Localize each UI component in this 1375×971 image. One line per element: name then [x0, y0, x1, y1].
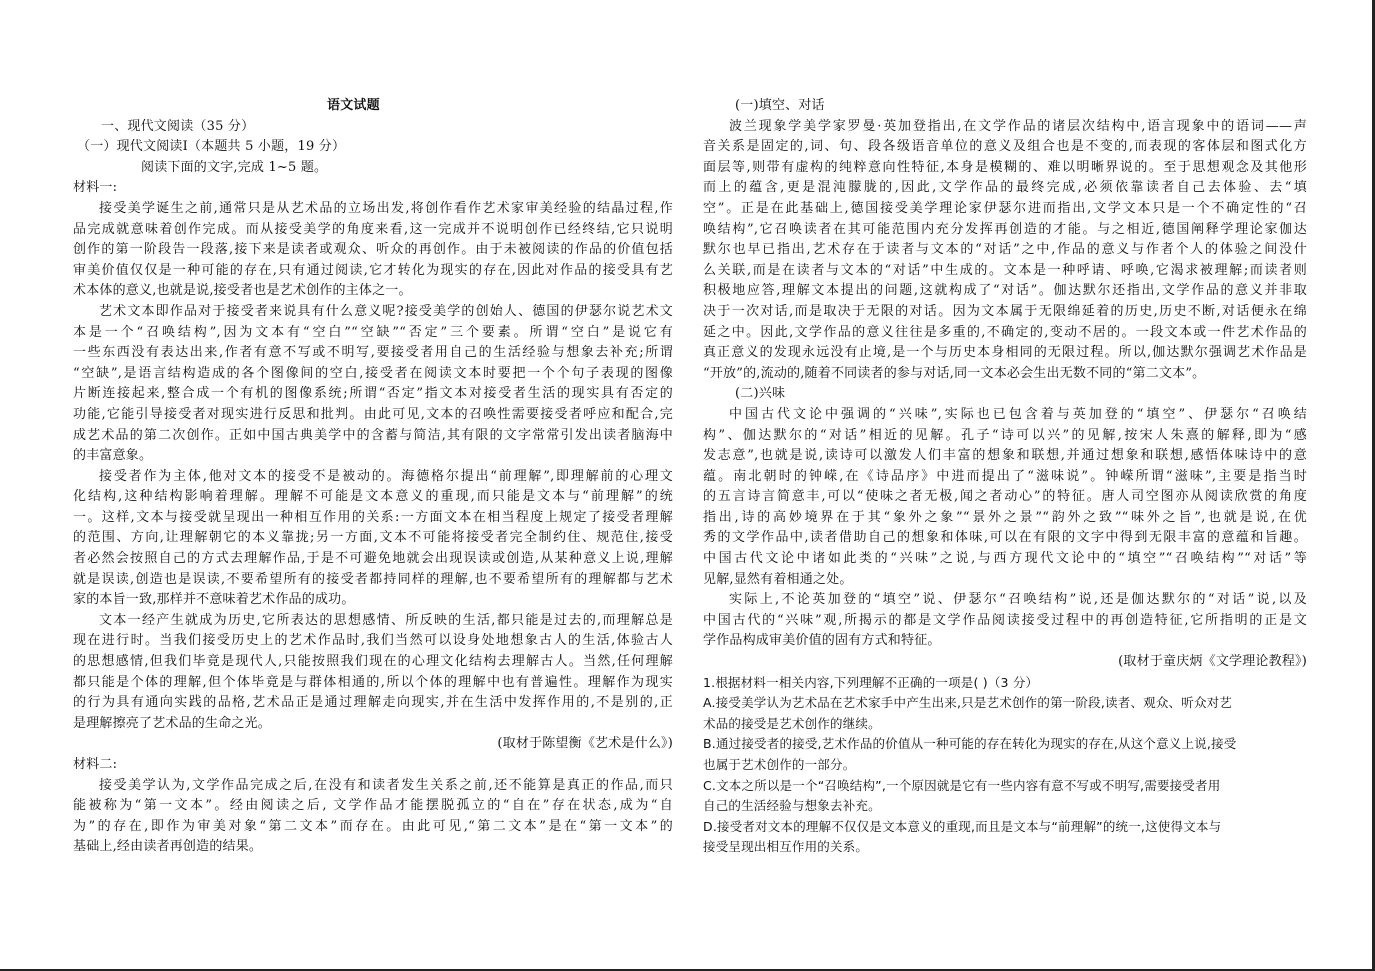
text-line: 的思想感情,但我们毕竟是现代人,只能按照我们现在的心理文化结构去理解古人。当然,任何理解 [73, 654, 673, 670]
material1-paragraph-1 [73, 199, 673, 302]
text-line: 中国古代文论中诸如此类的“兴味”之说,与西方现代文论中的“填空”“召唤结构”“对话”等 [703, 551, 1307, 567]
text-line: 本是一个“召唤结构”,因为文本有“空白”“空缺”“否定”三个要素。所谓“空白”是说它有 [73, 324, 673, 340]
page-title: 语文试题 [327, 98, 380, 113]
text-line: 片断连接起来,整合成一个有机的图像系统;所谓“否定”指文本对接受者生活的现实具有否定的 [73, 386, 673, 402]
subheading-fill-dialogue: (一)填空、对话 [735, 98, 825, 113]
text-line: 品完成就意味着创作完成。而从接受美学的角度来看,这一完成并不说明创作已经终结,它只说明 [73, 221, 673, 237]
question-1-option-b [703, 734, 1307, 775]
text-line: “开放”的,流动的,随着不同读者的参与对话,同一文本必会生出无数不同的“第二文本”。 [703, 365, 1206, 381]
text-line: 家的本旨一致,那样并不意味着艺术作品的成功。 [73, 592, 355, 608]
text-line: 功能,它能引导接受者对现实进行反思和批判。由此可见,文本的召唤性需要接受者呼应和配合,完 [73, 406, 673, 422]
text-line: 构”、伽达默尔的“对话”相近的见解。孔子“诗可以兴”的见解,按宋人朱熹的解释,即为“感 [703, 427, 1307, 443]
right-paragraph-3 [703, 590, 1307, 652]
text-line: 而上的蕴含,更是混沌朦胧的,因此,文学作品的最终完成,必须依靠读者自己去体验、去“填 [703, 180, 1307, 196]
text-line: 的五言诗言简意丰,可以“使味之者无极,闻之者动心”的特征。唐人司空图亦从阅读欣赏的角度 [703, 489, 1307, 505]
text-line: 么关联,而是在读者与文本的“对话”中生成的。文本是一种呼请、呼唤,它渴求被理解;而读者则 [703, 262, 1307, 278]
right-paragraph-2 [703, 405, 1307, 590]
material1-paragraph-3 [73, 467, 673, 611]
text-line: “空缺”,是语言结构造成的各个图像间的空白,接受者在阅读文本时要把一个个句子表现的图像 [73, 365, 673, 381]
text-line: 者必然会按照自己的方式去理解作品,于是不可避免地就会出现误读或创造,从某种意义上说,理解 [73, 551, 673, 567]
option-text-line: D.接受者对文本的理解不仅仅是文本意义的重现,而且是文本与“前理解”的统一,这使得文本与 [703, 818, 1222, 834]
text-line: 现在进行时。当我们接受历史上的艺术作品时,我们当然可以设身处地想象古人的生活,体验古人 [73, 633, 673, 649]
text-line: 学作品构成审美价值的固有方式和特征。 [703, 633, 941, 649]
text-line: 秀的文学作品中,读者借助自己的想象和体味,可以在有限的文字中得到无限丰富的意蕴和旨趣。 [703, 530, 1307, 546]
option-text-line: B.通过接受者的接受,艺术作品的价值从一种可能的存在转化为现实的存在,从这个意义上说,接受 [703, 736, 1237, 752]
left-column [73, 96, 673, 858]
right-paragraph-1 [703, 117, 1307, 385]
text-line: 化结构,这种结构影响着理解。理解不可能是文本意义的重现,而只能是文本与“前理解”的统 [73, 489, 673, 505]
text-line: 接受美学认为,文学作品完成之后,在没有和读者发生关系之前,还不能算是真正的作品,而只 [99, 777, 673, 793]
right-column [703, 96, 1307, 858]
source-citation-2: (取材于童庆炳《文学理论教程》) [1118, 654, 1307, 670]
option-text-line: C.文本之所以是一个“召唤结构”,一个原因就是它有一些内容有意不写或不明写,需要接受者用 [703, 777, 1221, 793]
text-line: 指出,诗的高妙境界在于其“象外之象”“景外之景”“韵外之致”“味外之旨”,也就是说,在优 [703, 509, 1307, 525]
question-1-option-c [703, 776, 1307, 817]
text-line: 实际上,不论英加登的“填空”说、伊瑟尔“召唤结构”说,还是伽达默尔的“对话”说,以及 [729, 592, 1307, 608]
option-text-line: 术品的接受是艺术创作的继续。 [703, 715, 881, 731]
text-line: 的行为具有通向实践的品格,艺术品正是通过理解走向现实,并在生活中发挥作用的,不是别的,正 [73, 695, 673, 711]
question-1-option-d [703, 817, 1307, 858]
text-line: 基础上,经由读者再创造的结果。 [73, 839, 263, 855]
text-line: 文本一经产生就成为历史,它所表达的思想感情、所反映的生活,都只能是过去的,而理解总是 [99, 612, 673, 628]
text-line: 艺术文本即作品对于接受者来说具有什么意义呢?接受美学的创始人、德国的伊瑟尔说艺术文 [99, 303, 673, 319]
material2-paragraph [73, 776, 673, 858]
material2-label: 材料二: [73, 757, 118, 772]
text-line: 审美价值仅仅是一种可能的存在,只有通过阅读,它才转化为现实的存在,因此对作品的接受具有艺 [73, 262, 673, 278]
instruction-text: 阅读下面的文字,完成 1~5 题。 [141, 159, 328, 175]
option-text-line: A.接受美学认为艺术品在艺术家手中产生出来,只是艺术创作的第一阶段,读者、观众、听众对艺 [703, 695, 1233, 711]
question-1-option-a [703, 693, 1307, 734]
text-line: 术本体的意义,也就是说,接受者也是艺术创作的主体之一。 [73, 283, 412, 299]
subheading-xingwei: (二)兴味 [735, 386, 786, 402]
option-text-line: 自己的生活经验与想象去补充。 [703, 798, 881, 814]
text-line: 一些东西没有表达出来,作者有意不写或不明写,要接受者用自己的生活经验与想象去补充;所谓 [73, 345, 673, 361]
text-line: 空”。正是在此基础上,德国接受美学理论家伊瑟尔进而指出,文学文本只是一个不确定性的“召 [703, 200, 1307, 216]
subsection-heading: （一）现代文阅读Ⅰ（本题共 5 小题，19 分） [77, 139, 346, 155]
text-line: 的范围、方向,让理解朝它的本义靠拢;另一方面,文本不可能将接受者完全制约住、规范住,接受 [73, 530, 673, 546]
text-line: 创作的第一阶段告一段落,接下来是读者或观众、听众的再创作。由于未被阅读的作品的价值包括 [73, 242, 673, 258]
text-line: 接受者作为主体,他对文本的接受不是被动的。海德格尔提出“前理解”,即理解前的心理文 [99, 468, 673, 484]
text-line: 蕴。南北朝时的钟嵘,在《诗品序》中进而提出了“滋味说”。钟嵘所谓“滋味”,主要是指当时 [703, 468, 1307, 484]
text-line: 为”的存在,即作为审美对象“第二文本”而存在。由此可见,“第二文本”是在“第一文本”的 [73, 818, 673, 834]
text-line: 唤结构”,它召唤读者在其可能范围内充分发挥再创造的才能。与之相近,德国阐释学理论家伽达 [703, 221, 1307, 237]
text-line: 就是误读,创造也是误读,不要希望所有的接受者都持同样的理解,也不要希望所有的理解都与艺术 [73, 571, 673, 587]
text-line: 一。这样,文本与接受就呈现出一种相互作用的关系:一方面文本在相当程度上规定了接受者理解 [73, 509, 673, 525]
option-text-line: 也属于艺术创作的一部分。 [703, 757, 856, 772]
text-line: 决于一次对话,而是取决于无限的对话。因为文本属于无限绵延着的历史,历史不断,对话便永在绵 [703, 303, 1307, 319]
text-line: 波兰现象学美学家罗曼·英加登指出,在文学作品的诸层次结构中,语言现象中的语词——声 [729, 118, 1307, 134]
text-line: 接受美学诞生之前,通常只是从艺术品的立场出发,将创作看作艺术家审美经验的结晶过程,作 [99, 200, 673, 216]
text-line: 积极地应答,理解文本提出的问题,这就构成了“对话”。伽达默尔还指出,文学作品的意义并非取 [703, 283, 1307, 299]
text-line: 中国古代的“兴味”观,所揭示的都是文学作品阅读接受过程中的再创造特征,它所指明的正是文 [703, 612, 1307, 628]
text-line: 音关系是固定的,词、句、段各级语音单位的意义及组合也是不变的,而表现的客体层和图式化方 [703, 139, 1307, 155]
section-heading: 一、现代文阅读（35 分） [101, 118, 255, 134]
text-line: 成艺术品的第二次创作。正如中国古典美学中的含蓄与简洁,其有限的文字常常引发出读者脑海中 [73, 427, 673, 443]
text-line: 中国古代文论中强调的“兴味”,实际也已包含着与英加登的“填空”、伊瑟尔“召唤结 [729, 406, 1307, 422]
source-citation-1: (取材于陈望衡《艺术是什么》) [497, 736, 673, 752]
material1-paragraph-4 [73, 611, 673, 735]
text-line: 能被称为“第一文本”。经由阅读之后, 文学作品才能摆脱孤立的“自在”存在状态,成为“自 [73, 798, 673, 814]
text-line: 真正意义的发现永远没有止境,是一个与历史本身相同的无限过程。所以,伽达默尔强调艺术作品是 [703, 345, 1307, 361]
material1-label: 材料一: [73, 180, 118, 196]
text-line: 延之中。因此,文学作品的意义往往是多重的,不确定的,变动不居的。一段文本或一件艺术作品的 [703, 324, 1307, 340]
question-1-stem: 1.根据材料一相关内容,下列理解不正确的一项是( )（3 分） [703, 674, 1039, 690]
material1-paragraph-2 [73, 302, 673, 467]
text-line: 是理解擦亮了艺术品的生命之光。 [73, 715, 272, 731]
text-line: 见解,显然有着相通之处。 [703, 571, 853, 587]
text-line: 默尔也早已指出,艺术存在于读者与文本的“对话”之中,作品的意义与作者个人的体验之间没什 [703, 242, 1307, 258]
option-text-line: 接受呈现出相互作用的关系。 [703, 839, 869, 855]
text-line: 发志意”,也就是说,读诗可以激发人们丰富的想象和联想,并通过想象和联想,感悟体味诗中的意 [703, 448, 1307, 464]
text-line: 都只能是个体的理解,但个体毕竟是与群体相通的,所以个体的理解中也有普遍性。理解作为现实 [73, 674, 673, 690]
text-line: 的丰富意象。 [73, 448, 153, 464]
text-line: 面层等,则带有虚构的纯粹意向性特征,本身是模糊的、难以明晰界说的。至于思想观念及其他形 [703, 159, 1307, 175]
